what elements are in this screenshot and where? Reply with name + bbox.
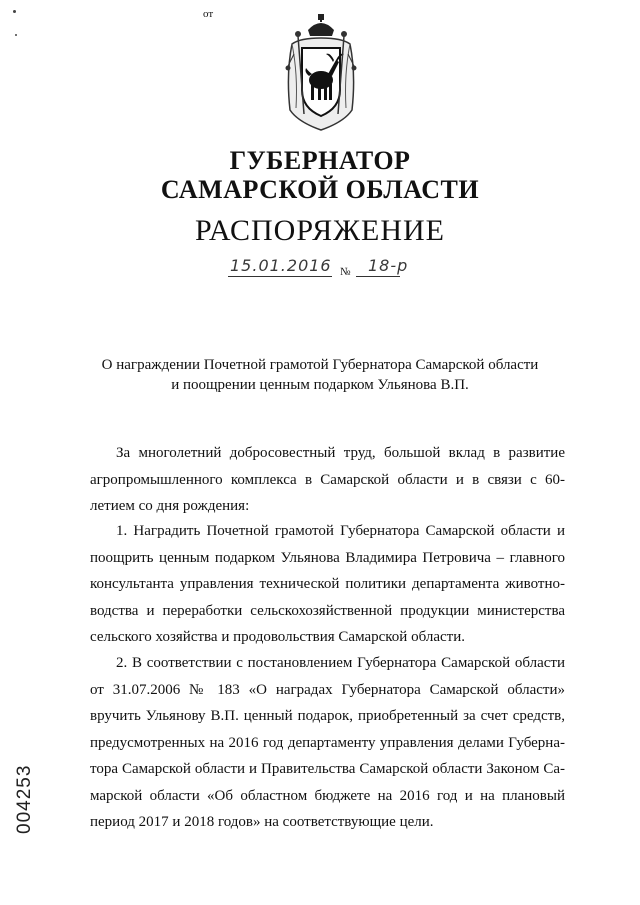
coat-of-arms-icon [284,14,358,132]
document-type-heading: РАСПОРЯЖЕНИЕ [194,214,446,247]
number-value: 18-р [368,256,409,275]
number-label: № [340,266,351,278]
scan-speck [15,34,17,36]
subject-line1: О награждении Почетной грамотой Губернатора Самарской области [101,357,539,373]
date-value: 15.01.2016 [230,256,332,275]
registration-number: 004253 [14,764,35,834]
issuer-title-line2: САМАРСКОЙ ОБЛАСТИ [160,175,480,204]
body-paragraph-3: 2. В соответствии с постановлением Губернатора Самарской области от 31.07.2006 № 183 «О наградах Губернатора Самарской области» вручить Ульянову В.П. ценный подарок, приобретенный за счет средств, предусмотренных на 2016 год департаменту управления делами Губернатора Самарской области и Правительства Самарской области Законом Самарской области «Об областном бюджете на 2016 год и на плановый период 2017 и 2018 годов» на соответствующие цели. [90,655,565,830]
body-paragraph-2: 1. Наградить Почетной грамотой Губернатора Самарской области и поощрить ценным подарком Ульянова Владимира Петровича – главного консультанта управления технической политики департамента животноводства и переработки сельскохозяйственной продукции министерства сельского хозяйства и продовольствия Самарской области. [90,523,565,645]
issuer-title-line1: ГУБЕРНАТОР [229,146,411,175]
scan-speck [13,10,16,13]
subject-line2: и поощрении ценным подарком Ульянова В.П. [171,377,469,393]
body-paragraph-1: За многолетний добросовестный труд, большой вклад в развитие агропромышленного комплекса в Самарской области и в связи с 60-летием со дня рождения: [90,445,565,514]
date-label: от [203,8,214,20]
number-underline [356,276,400,277]
date-underline [228,276,332,277]
